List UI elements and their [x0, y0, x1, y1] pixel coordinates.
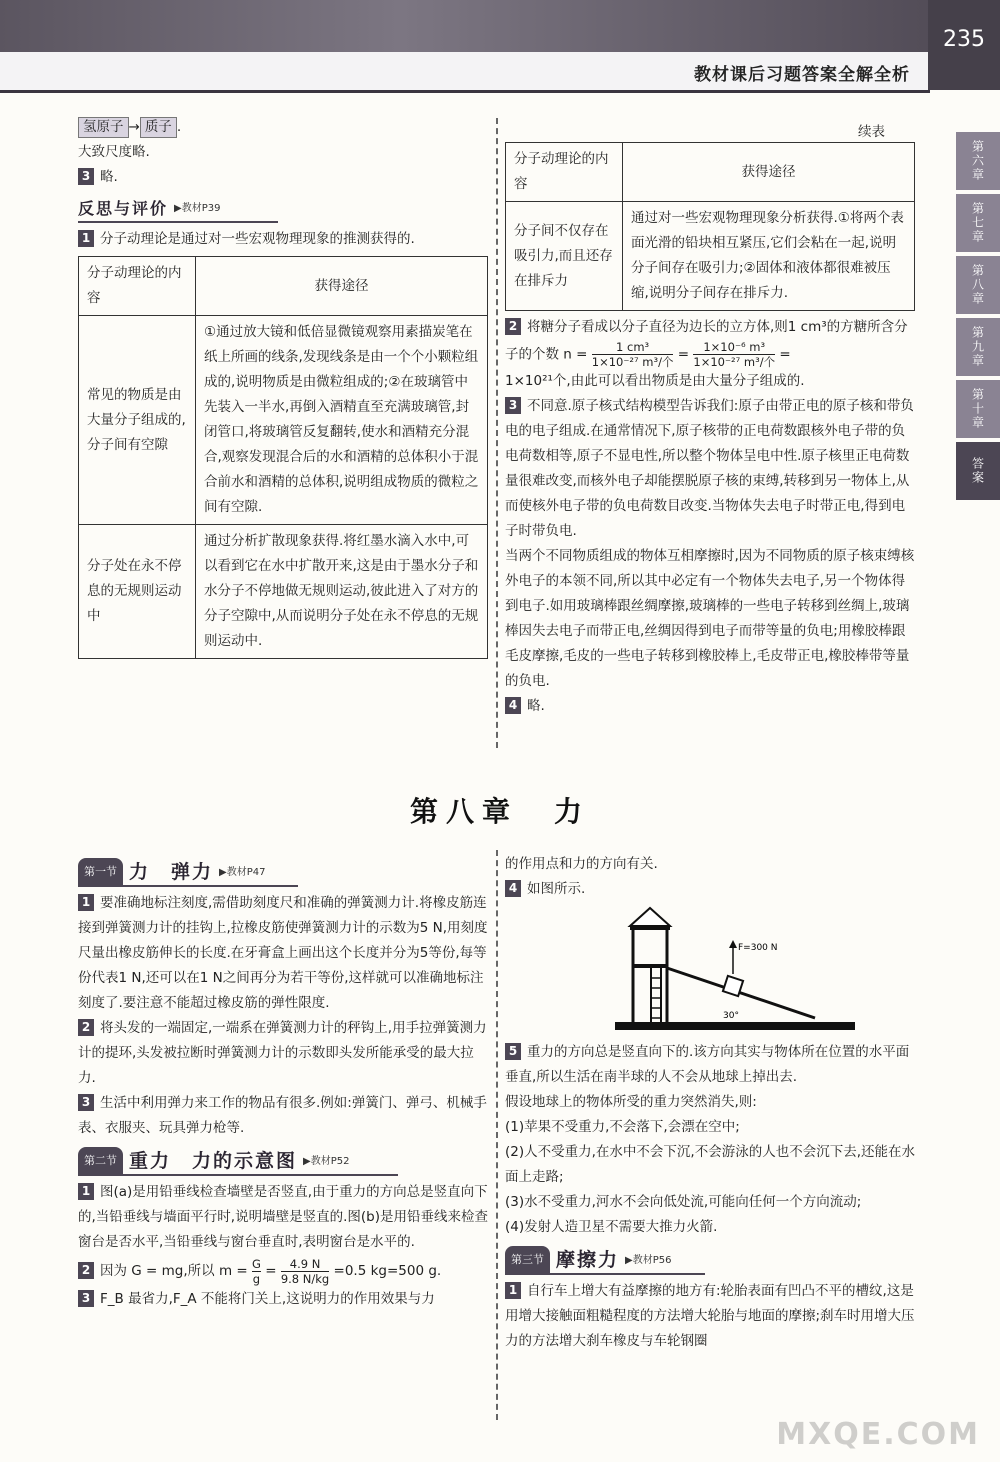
table-cell-content: 常见的物质是由大量分子组成的,分子间有空隙	[79, 316, 196, 525]
column-divider-bottom	[496, 850, 498, 1420]
side-tab-8[interactable]: 第八章	[956, 256, 1000, 314]
list-item: (2)人不受重力,在水中不会下沉,不会游泳的人也不会沉下去,还能在水面上走路;	[505, 1144, 915, 1185]
table-cell-content: 分子处在永不停息的无规则运动中	[79, 525, 196, 659]
section-heading-2: 第二节 重力 力的示意图 ▶教材P52	[78, 1147, 398, 1176]
molecular-theory-table: 分子动理论的内容 获得途径 常见的物质是由大量分子组成的,分子间有空隙 ①通过放大镜和低倍显微镜观察用素描炭笔在纸上所画的线条,发现线条是由一个个小颗粒组成的,说明物质是由微粒组成的;②在玻璃管中先装入一半水,再倒入酒精直至充满玻璃管,封闭管口,将玻璃管反复翻转,使水和酒精充分混合,观察发现混合后的水和酒精的总体积小于混合前水和酒精的总体积,说明组成物质的微粒之间有空隙. 分子处在永不停息的无规则运动中 通过分析扩散现象获得.将红墨水滴入水中,可以看到它在水中扩散开来,这是由于墨水分子和水分子不停地做无规则运动,彼此进入了对方的分子空隙中,从而说明分子处在永不停息的无规则运动中.	[78, 256, 488, 659]
list-item: (4)发射人造卫星不需要大推力火箭.	[505, 1219, 718, 1235]
continued-label: 续表	[858, 124, 885, 140]
proton-tag: 质子	[140, 117, 177, 138]
svg-text:30°: 30°	[723, 1011, 739, 1021]
section-heading-1: 第一节 力 弹力 ▶教材P47	[78, 858, 298, 887]
side-tab-6[interactable]: 第六章	[956, 132, 1000, 190]
scale-note: 大致尺度略.	[78, 144, 150, 160]
side-tab-answers[interactable]: 答案	[956, 442, 1000, 500]
table-cell-method: ①通过放大镜和低倍显微镜观察用素描炭笔在纸上所画的线条,发现线条是由一个个小颗粒组成的,说明物质是由微粒组成的;②在玻璃管中先装入一半水,再倒入酒精直至充满玻璃管,封闭管口,将玻璃管反复翻转,使水和酒精充分混合,观察发现混合后的水和酒精的总体积小于混合前水和酒精的总体积,说明组成物质的微粒之间有空隙.	[196, 316, 488, 525]
side-tab-9[interactable]: 第九章	[956, 318, 1000, 376]
list-item: (3)水不受重力,河水不会向低处流,可能向任何一个方向流动;	[505, 1194, 862, 1210]
section-heading-3: 第三节 摩擦力 ▶教材P56	[505, 1246, 705, 1275]
list-item: (1)苹果不受重力,不会落下,会漂在空中;	[505, 1119, 740, 1135]
side-tab-7[interactable]: 第七章	[956, 194, 1000, 252]
side-tab-10[interactable]: 第十章	[956, 380, 1000, 438]
right-bottom-column: 的作用点和力的方向有关. 4 如图所示. F=300 N 30° 5 重力的方向总是竖直向下的.该方向其实与物体所在位置的水平面垂直,所以生活在南半球的人不会从地球上掉出去. 假设地球上的物体所受的重力突然消失,则: (1)苹果不受重力,不会落下,会漂在空中; (2)人不受重力,在水中不会下沉,不会游泳的人也不会沉下去,还能在水面上走路; (3)水不受重力,河水不会向低处流,可能向任何一个方向流动; (4)发射人造卫星不需要大推力火箭. 第三节 摩擦力 ▶教材P56 1 自行车上增大有益摩擦的地方有:轮胎表面有凹凸不平的槽纹,这是用增大接触面粗糙程度的方法增大轮胎与地面的摩擦;刹车时用增大压力的方法增大刹车橡皮与车轮钢圈	[505, 856, 915, 1349]
page-number: 235	[928, 0, 1000, 90]
molecular-theory-table-continued: 分子动理论的内容 获得途径 分子间不仅存在吸引力,而且还存在排斥力 通过对一些宏观物理现象分析获得.①将两个表面光滑的铅块相互紧压,它们会粘在一起,说明分子间存在吸引力;②固体和液体都很难被压缩,说明分子间存在排斥力.	[505, 142, 915, 311]
table-cell-method: 通过分析扩散现象获得.将红墨水滴入水中,可以看到它在水中扩散开来,这是由于墨水分子和水分子不停地做无规则运动,彼此进入了对方的分子空隙中,从而说明分子处在永不停息的无规则运动中.	[196, 525, 488, 659]
right-top-column: 分子动理论的内容 获得途径 分子间不仅存在吸引力,而且还存在排斥力 通过对一些宏观物理现象分析获得.①将两个表面光滑的铅块相互紧压,它们会粘在一起,说明分子间存在吸引力;②固体和液体都很难被压缩,说明分子间存在排斥力. 2 将糖分子看成以分子直径为边长的立方体,则1 cm³的方糖所含分子的个数 n = $\frac{\text{1 cm³}}{\text{1×10⁻²⁷ m³/个}}$ = $\frac{\text{1×10⁻⁶ m³}}{\text{1×10⁻²⁷ m³/个}}$ = 1×10²¹个,由此可以看出物质是由大量分子组成的. 3 不同意.原子核式结构模型告诉我们:原子由带正电的原子核和带负电的电子组成.在通常情况下,原子核带的正电荷数跟核外电子带的负电荷数相等,原子不显电性,所以整个物体呈电中性.原子核里正电荷数量很难改变,而核外电子却能摆脱原子核的束缚,转移到另一物体上,从而使核外电子带的负电荷数目改变.当物体失去电子时带正电,得到电子时带负电. 当两个不同物质组成的物体互相摩擦时,因为不同物质的原子核束缚核外电子的本领不同,所以其中必定有一个物体失去电子,另一个物体得到电子.如用玻璃棒跟丝绸摩擦,玻璃棒的一些电子转移到丝绸上,玻璃棒因失去电子而带正电,丝绸因得到电子而带等量的负电;用橡胶棒跟毛皮摩擦,毛皮的一些电子转移到橡胶棒上,毛皮带正电,橡胶棒带等量的负电. 4 略.	[505, 142, 915, 719]
hydrogen-atom-tag: 氢原子	[78, 117, 129, 138]
slide-ramp	[667, 968, 815, 1018]
fraction: $\frac{\text{1×10⁻⁶ m³}}{\text{1×10⁻²⁷ m³/个}}$	[693, 340, 776, 369]
table-cell-method: 通过对一些宏观物理现象分析获得.①将两个表面光滑的铅块相互紧压,它们会粘在一起,说明分子间存在吸引力;②固体和液体都很难被压缩,说明分子间存在排斥力.	[623, 202, 915, 311]
header-title: 教材课后习题答案全解全析	[694, 65, 910, 85]
box	[723, 976, 743, 996]
question-number: 3	[78, 168, 94, 185]
force-arrow	[729, 940, 737, 948]
ground	[615, 1022, 855, 1030]
table-cell-content: 分子间不仅存在吸引力,而且还存在排斥力	[506, 202, 623, 311]
top-band	[0, 0, 1000, 52]
side-tabs	[956, 132, 1000, 504]
watermark-logo: MXQE.COM	[776, 1417, 980, 1452]
fraction: $\frac{\text{1 cm³}}{\text{1×10⁻²⁷ m³/个}}$	[591, 340, 674, 369]
column-divider-top	[496, 118, 498, 748]
left-bottom-column: 第一节 力 弹力 ▶教材P47 1 要准确地标注刻度,需借助刻度尺和准确的弹簧测力计.将橡皮筋连接到弹簧测力计的挂钩上,拉橡皮筋使弹簧测力计的示数为5 N,用刻度尺量出橡皮筋伸长的长度.在牙膏盒上画出这个长度并分为5等份,每等份代表1 N,还可以在1 N之间再分为若干等份,这样就可以准确地标注刻度了.要注意不能超过橡皮筋的弹性限度. 2 将头发的一端固定,一端系在弹簧测力计的秤钩上,用手拉弹簧测力计的提环,头发被拉断时弹簧测力计的示数即头发所能承受的最大拉力. 3 生活中利用弹力来工作的物品有很多.例如:弹簧门、弹弓、机械手表、衣服夹、玩具弹力枪等. 第二节 重力 力的示意图 ▶教材P52 1 图(a)是用铅垂线检查墙壁是否竖直,由于重力的方向总是竖直向下的,当铅垂线与墙面平行时,说明墙壁是竖直的.图(b)是用铅垂线来检查窗台是否水平,当铅垂线与窗台垂直时,表明窗台是水平的. 2 因为 G = mg,所以 m = $\frac{G}{g}$ = $\frac{4.9 N}{9.8 N/kg}$ =0.5 kg=500 g. 3 F_B 最省力,F_A 不能将门关上,这说明力的作用效果与力	[78, 852, 488, 1312]
slide-force-figure	[575, 906, 875, 1036]
slide-roof	[630, 908, 670, 926]
left-top-column: 氢原子 → 质子 . 大致尺度略. 3 略. 反思与评价 ▶教材P39 1 分子动理论是通过对一些宏观物理现象的推测获得的. 分子动理论的内容 获得途径 常见的物质是由大量分子组成的,分子间有空隙 ①通过放大镜和低倍显微镜观察用素描炭笔在纸上所画的线条,发现线条是由一个个小颗粒组成的,说明物质是由微粒组成的;②在玻璃管中先装入一半水,再倒入酒精直至充满玻璃管,封闭管口,将玻璃管反复翻转,使水和酒精充分混合,观察发现混合后的水和酒精的总体积小于混合前水和酒精的总体积,说明组成物质的微粒之间有空隙. 分子处在永不停息的无规则运动中 通过分析扩散现象获得.将红墨水滴入水中,可以看到它在水中扩散开来,这是由于墨水分子和水分子不停地做无规则运动,彼此进入了对方的分子空隙中,从而说明分子处在永不停息的无规则运动中.	[78, 115, 488, 659]
section-heading-reflection: 反思与评价 ▶教材P39	[78, 196, 278, 223]
svg-text:F=300 N: F=300 N	[738, 943, 778, 953]
chapter-title: 第八章 力	[409, 795, 590, 828]
